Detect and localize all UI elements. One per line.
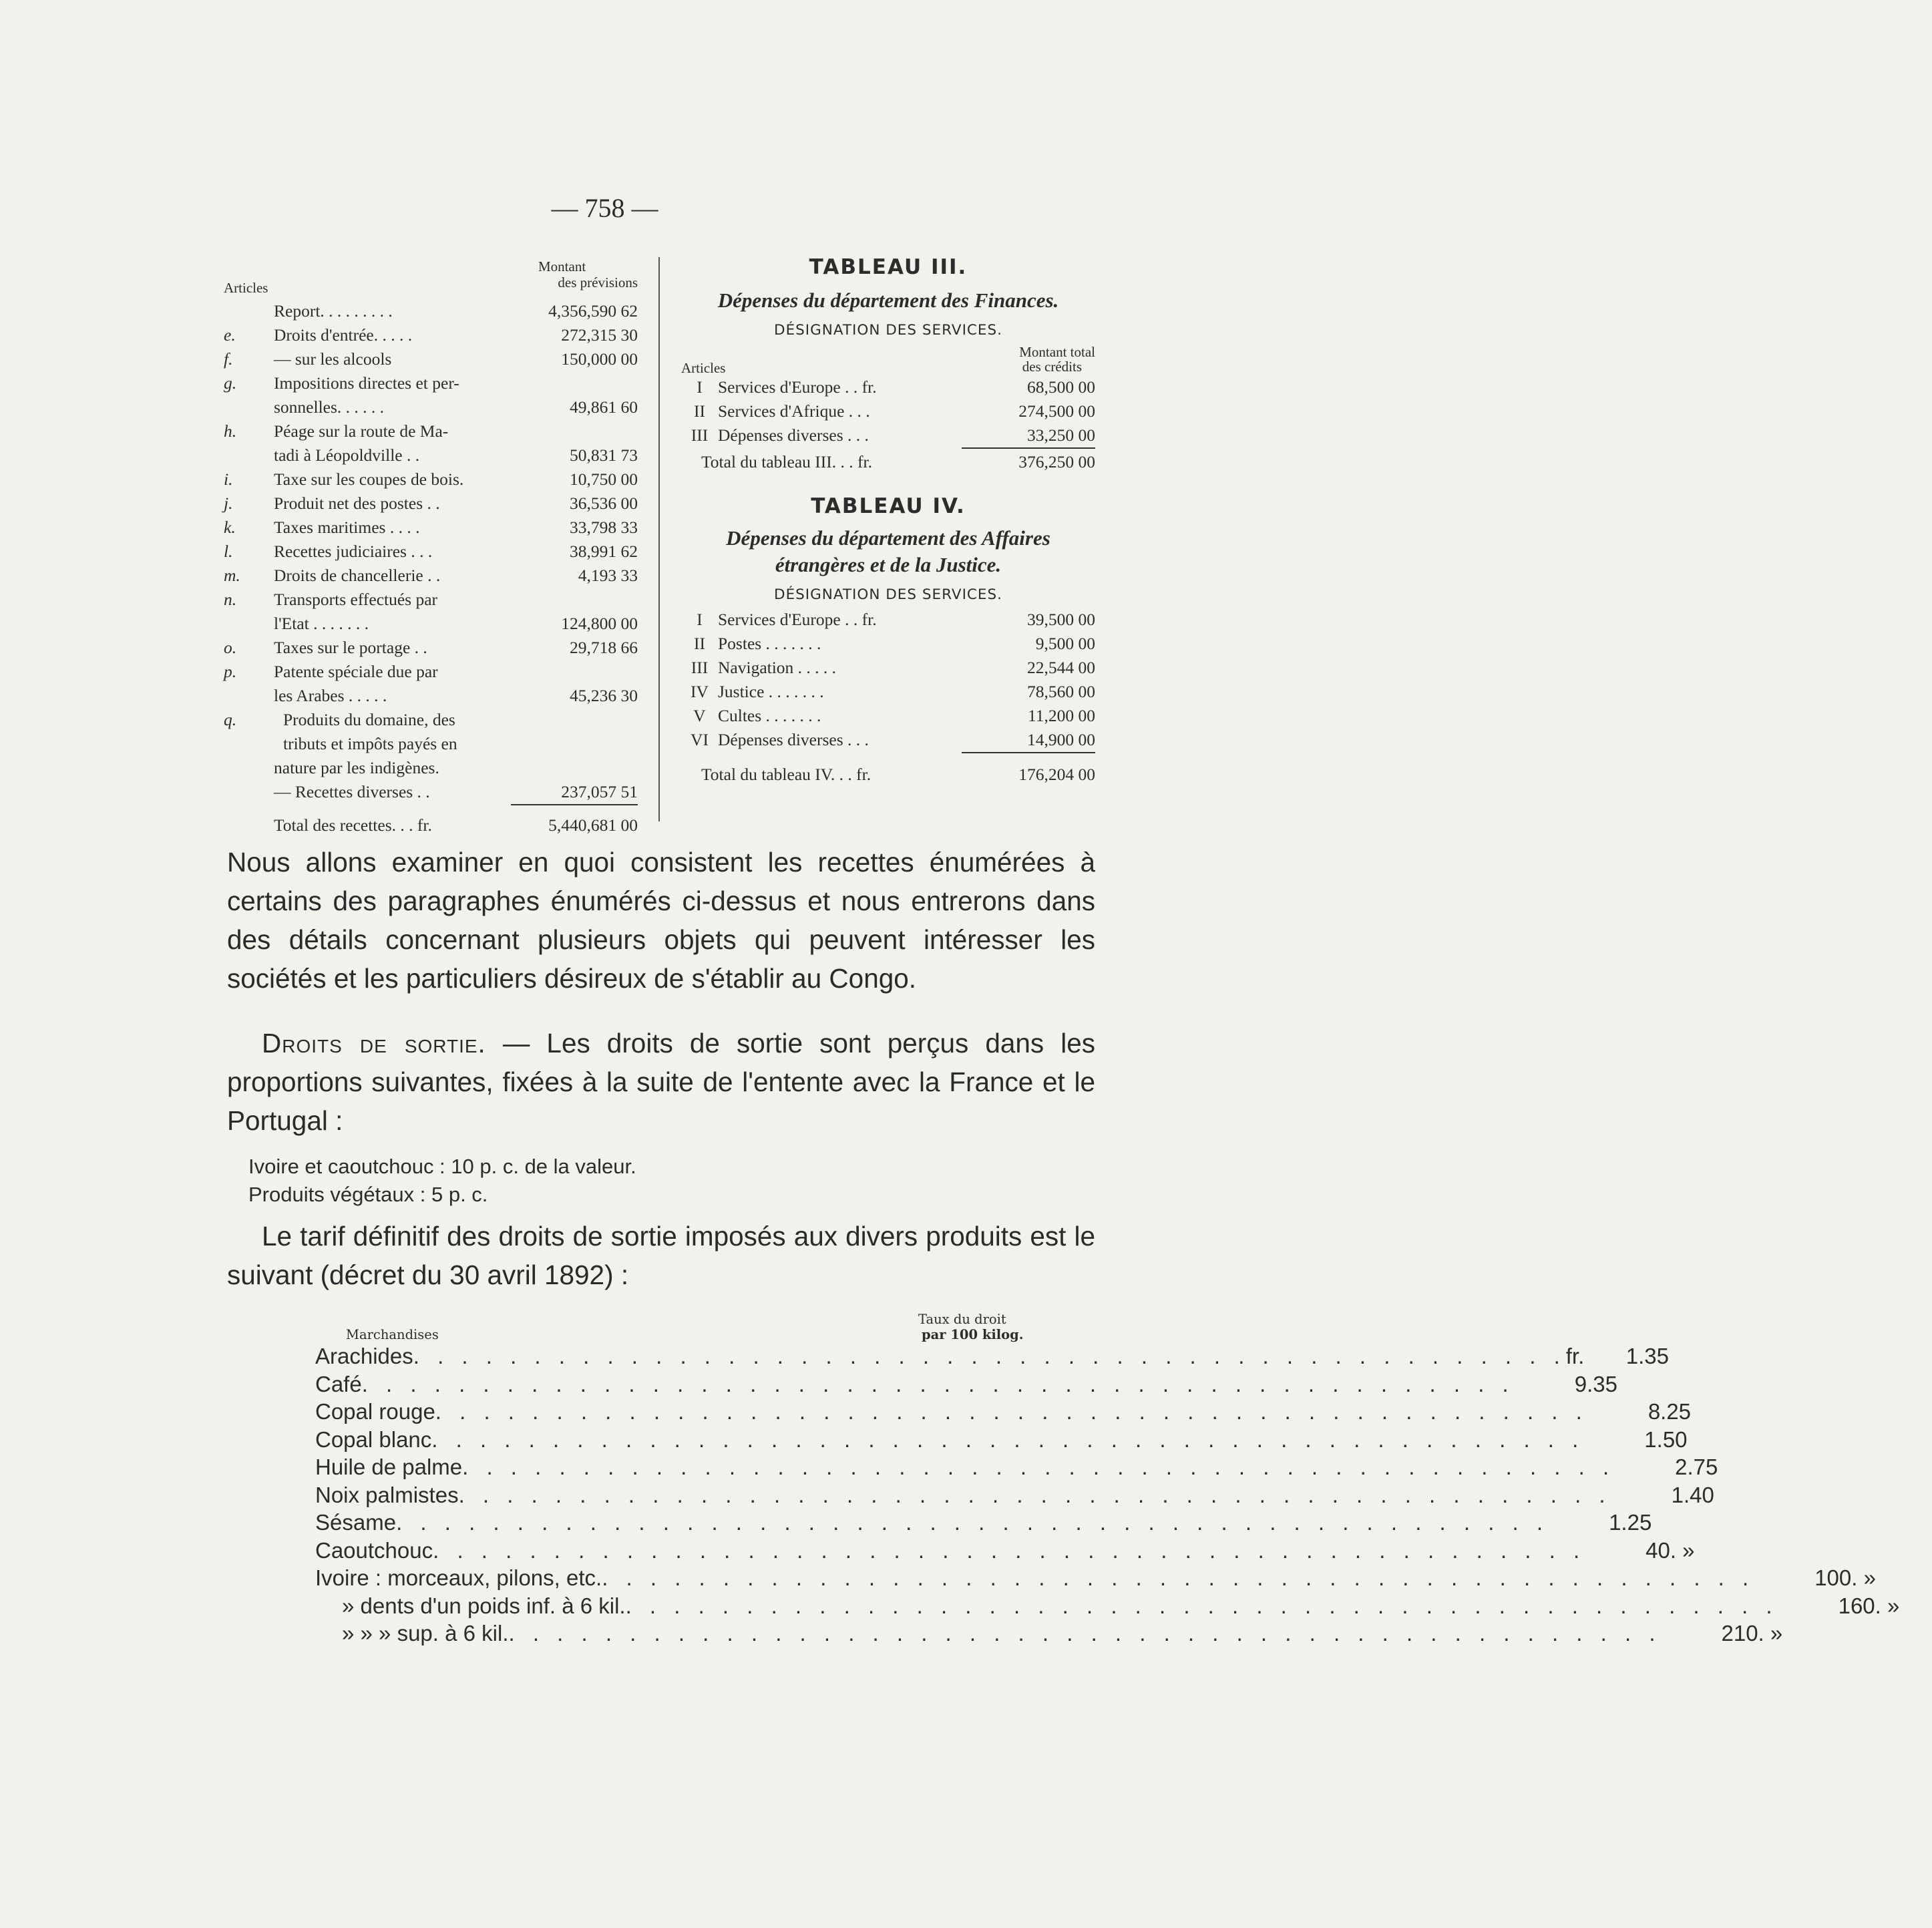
receipts-row-label: nature par les indigènes. bbox=[274, 758, 439, 777]
tableau4-row-number: V bbox=[693, 706, 706, 725]
tableau3-row-label: Services d'Afrique . . . bbox=[718, 401, 870, 421]
receipts-total-row bbox=[224, 813, 638, 837]
receipts-row-amount: 237,057 51 bbox=[511, 780, 638, 805]
tariff-row bbox=[315, 1619, 1783, 1648]
receipts-row-amount: 50,831 73 bbox=[570, 445, 638, 465]
receipts-row bbox=[224, 492, 638, 516]
receipts-rows bbox=[224, 299, 638, 805]
receipts-row-amount: 33,798 33 bbox=[570, 518, 638, 537]
page-number: — 758 — bbox=[551, 193, 658, 223]
receipts-row-label: Impositions directes et per- bbox=[274, 373, 459, 393]
tableau3-total-amount: 376,250 00 bbox=[1018, 452, 1095, 471]
receipts-row-mark: i. bbox=[224, 469, 233, 489]
tableau3-header-credits: des crédits bbox=[1022, 359, 1082, 375]
tableau4-designation: DÉSIGNATION DES SERVICES. bbox=[774, 586, 1002, 603]
tableau3-title: TABLEAU III. bbox=[809, 255, 968, 279]
receipts-row-mark: f. bbox=[224, 349, 233, 369]
tableau3-row-number: I bbox=[697, 377, 703, 397]
tariff-product: Arachides bbox=[315, 1344, 413, 1368]
paragraph-1: Nous allons examiner en quoi consistent les recettes énumérées à certains des paragraphes énumérés ci-dessus et nous entrerons dans des détails concernant plusieurs objets qui peuvent intéresser les sociétés et les particuliers désireux de s'établir au Congo. bbox=[227, 847, 1095, 994]
tariff-row bbox=[315, 1453, 1718, 1481]
tableau3-row-label: Dépenses diverses . . . bbox=[718, 425, 869, 445]
receipts-row-amount: 29,718 66 bbox=[570, 638, 638, 657]
receipts-row-amount: 150,000 00 bbox=[561, 349, 638, 369]
tariff-rate: 100. » bbox=[1814, 1565, 1876, 1590]
tariff-rate: 210. » bbox=[1721, 1621, 1783, 1646]
tableau4-row-number: VI bbox=[691, 730, 709, 749]
tableau4-row-amount: 22,544 00 bbox=[1027, 658, 1095, 677]
receipts-row-mark: h. bbox=[224, 421, 237, 441]
receipts-row-label: Droits de chancellerie . . bbox=[274, 566, 441, 585]
tableau4-row-label: Navigation . . . . . bbox=[718, 658, 837, 677]
tableau4-row bbox=[681, 704, 1095, 728]
tableau3-row-amount: 33,250 00 bbox=[962, 423, 1095, 449]
receipts-row bbox=[224, 636, 638, 660]
tariff-product: Copal blanc bbox=[315, 1426, 432, 1452]
receipts-row-amount: 124,800 00 bbox=[561, 614, 638, 633]
receipts-row-mark: p. bbox=[224, 662, 237, 681]
paragraph-2: — Les droits de sortie sont perçus dans les proportions suivantes, fixées à la suite de l'entente avec la France et le Portugal : bbox=[227, 1028, 1095, 1136]
tableau4-rows bbox=[681, 608, 1095, 753]
section-heading-droits-de-sortie: Droits de sortie. bbox=[262, 1028, 486, 1058]
receipts-total-amount: 5,440,681 00 bbox=[548, 815, 638, 835]
tariff-row bbox=[315, 1370, 1617, 1398]
expenses-column bbox=[681, 254, 1095, 787]
receipts-row bbox=[224, 516, 638, 540]
receipts-row-label: l'Etat . . . . . . . bbox=[274, 614, 369, 633]
receipts-row bbox=[224, 467, 638, 492]
receipts-row-label: Produits du domaine, des bbox=[283, 710, 455, 729]
tableau4-row bbox=[681, 632, 1095, 656]
receipts-row bbox=[224, 588, 638, 612]
tableau3-total-row bbox=[681, 450, 1095, 474]
tableau3-header bbox=[681, 342, 1095, 375]
receipts-row-amount: 4,193 33 bbox=[578, 566, 638, 585]
receipts-row-mark: l. bbox=[224, 542, 233, 561]
tariff-product: Sésame bbox=[315, 1510, 397, 1535]
tableau4-row-label: Postes . . . . . . . bbox=[718, 634, 821, 653]
receipts-row bbox=[224, 780, 638, 805]
tableau4-row-number: IV bbox=[691, 682, 709, 701]
tariff-leader-dots: . . . . . . . . . . . . . . . . . . . . . . . . . . . . . . . . . . . . . . . . . . . . . . . . bbox=[433, 1537, 1586, 1563]
receipts-row bbox=[224, 732, 638, 756]
tableau3-row-amount: 68,500 00 bbox=[1027, 377, 1095, 397]
tariff-product: » dents d'un poids inf. à 6 kil. bbox=[342, 1593, 626, 1618]
receipts-row-label: — Recettes diverses . . bbox=[274, 782, 430, 801]
receipts-total-label: Total des recettes. . . fr. bbox=[274, 815, 432, 835]
receipts-row-amount: 36,536 00 bbox=[570, 494, 638, 513]
line-produits: Produits végétaux : 5 p. c. bbox=[248, 1183, 488, 1206]
tableau4-row bbox=[681, 656, 1095, 680]
receipts-row bbox=[224, 684, 638, 708]
tableau3-row bbox=[681, 399, 1095, 423]
tariff-row bbox=[315, 1481, 1714, 1509]
receipts-row bbox=[224, 395, 638, 419]
tariff-row bbox=[315, 1564, 1876, 1592]
tariff-leader-dots: . . . . . . . . . . . . . . . . . . . . . . . . . . . . . . . . . . . . . . . . . . . . . . . . bbox=[458, 1482, 1611, 1507]
receipts-table bbox=[224, 259, 638, 837]
receipts-row-label: Patente spéciale due par bbox=[274, 662, 438, 681]
receipts-row-label: Transports effectués par bbox=[274, 590, 438, 609]
tariff-table bbox=[315, 1342, 1900, 1648]
receipts-row-label: Droits d'entrée. . . . . bbox=[274, 325, 413, 345]
receipts-row bbox=[224, 756, 638, 780]
tableau4-subtitle-line2: étrangères et de la Justice. bbox=[775, 553, 1002, 576]
tariff-product: Huile de palme bbox=[315, 1455, 463, 1479]
tableau4-total-label: Total du tableau IV. . . fr. bbox=[701, 765, 872, 784]
receipts-row-label: les Arabes . . . . . bbox=[274, 686, 387, 705]
tableau4-row-amount: 78,560 00 bbox=[1027, 682, 1095, 701]
tableau3-total-label: Total du tableau III. . . fr. bbox=[701, 452, 872, 471]
receipts-row-amount: 272,315 30 bbox=[561, 325, 638, 345]
receipts-row-mark: m. bbox=[224, 566, 240, 585]
tableau3-row-amount: 274,500 00 bbox=[1018, 401, 1095, 421]
tableau4-row-amount: 39,500 00 bbox=[1027, 610, 1095, 629]
tableau3-row-number: II bbox=[694, 401, 705, 421]
tableau4-row bbox=[681, 728, 1095, 753]
tariff-leader-dots: . . . . . . . . . . . . . . . . . . . . . . . . . . . . . . . . . . . . . . . . . . . . . . . . bbox=[462, 1455, 1615, 1479]
tableau3-rows bbox=[681, 375, 1095, 449]
receipts-row bbox=[224, 540, 638, 564]
tariff-leader-dots: . . . . . . . . . . . . . . . . . . . . . . . . . . . . . . . . . . . . . . . . . . . . . . . . bbox=[435, 1399, 1588, 1424]
tariff-leader-dots: . . . . . . . . . . . . . . . . . . . . . . . . . . . . . . . . . . . . . . . . . . . . . . . . bbox=[602, 1565, 1755, 1590]
tableau4-total-row bbox=[681, 763, 1095, 787]
tableau4-row bbox=[681, 608, 1095, 632]
tableau3-header-montant: Montant total bbox=[1019, 344, 1095, 360]
tariff-product: Noix palmistes bbox=[315, 1482, 459, 1507]
receipts-row-mark: o. bbox=[224, 638, 237, 657]
tableau3-row bbox=[681, 423, 1095, 449]
receipts-row-label: Taxes sur le portage . . bbox=[274, 638, 427, 657]
tariff-leader-dots: . . . . . . . . . . . . . . . . . . . . . . . . . . . . . . . . . . . . . . . . . . . . . . . . bbox=[361, 1371, 1515, 1396]
column-divider bbox=[658, 257, 660, 821]
receipts-row bbox=[224, 299, 638, 323]
tableau4-row-number: III bbox=[691, 658, 709, 677]
receipts-row bbox=[224, 612, 638, 636]
tableau3-header-articles: Articles bbox=[681, 360, 726, 376]
receipts-row-label: tributs et impôts payés en bbox=[283, 734, 457, 753]
receipts-row-label: Report. . . . . . . . . bbox=[274, 301, 393, 321]
tableau4-total-amount: 176,204 00 bbox=[1018, 765, 1095, 784]
tariff-rate: 1.35 bbox=[1625, 1344, 1669, 1368]
tariff-rate: 9.35 bbox=[1574, 1371, 1617, 1396]
tableau3-row bbox=[681, 375, 1095, 399]
receipts-row-label: Taxe sur les coupes de bois. bbox=[274, 469, 464, 489]
paragraph-tarif bbox=[227, 1217, 1095, 1294]
receipts-row bbox=[224, 564, 638, 588]
tableau4-row-label: Cultes . . . . . . . bbox=[718, 706, 821, 725]
tableau4-row-number: I bbox=[697, 610, 703, 629]
tariff-row bbox=[315, 1398, 1692, 1426]
tariff-leader-dots: . . . . . . . . . . . . . . . . . . . . . . . . . . . . . . . . . . . . . . . . . . . . . . . . bbox=[431, 1426, 1585, 1452]
tableau4-row-amount: 14,900 00 bbox=[962, 728, 1095, 753]
tableau4-row-number: II bbox=[694, 634, 705, 653]
tariff-row bbox=[315, 1537, 1695, 1565]
receipts-row bbox=[224, 347, 638, 371]
tableau3-row-label: Services d'Europe . . fr. bbox=[718, 377, 877, 397]
receipts-row-mark: e. bbox=[224, 325, 236, 345]
tableau4-row-label: Dépenses diverses . . . bbox=[718, 730, 869, 749]
receipts-row bbox=[224, 708, 638, 732]
receipts-row bbox=[224, 323, 638, 347]
receipts-row bbox=[224, 443, 638, 467]
tariff-rate: 1.50 bbox=[1644, 1426, 1688, 1452]
tariff-row bbox=[315, 1342, 1669, 1370]
receipts-row-mark: j. bbox=[224, 494, 233, 513]
tariff-leader-dots: . . . . . . . . . . . . . . . . . . . . . . . . . . . . . . . . . . . . . . . . . . . . . . . . bbox=[625, 1593, 1778, 1618]
header-articles: Articles bbox=[224, 280, 268, 296]
header-previsions: des prévisions bbox=[558, 274, 638, 291]
tariff-header-par: par 100 kilog. bbox=[922, 1327, 1024, 1342]
tableau4-row-amount: 9,500 00 bbox=[1035, 634, 1095, 653]
receipts-row-label: Produit net des postes . . bbox=[274, 494, 440, 513]
tableau3-subtitle: Dépenses du département des Finances. bbox=[717, 288, 1059, 312]
tariff-rate: 2.75 bbox=[1675, 1455, 1718, 1479]
receipts-row-amount: 10,750 00 bbox=[570, 469, 638, 489]
tariff-leader-dots: . . . . . . . . . . . . . . . . . . . . . . . . . . . . . . . . . . . . . . . . . . . . . . . . bbox=[508, 1621, 1662, 1646]
receipts-row-label: Recettes judiciaires . . . bbox=[274, 542, 433, 561]
tableau3-designation: DÉSIGNATION DES SERVICES. bbox=[774, 322, 1002, 339]
receipts-row-label: — sur les alcools bbox=[274, 349, 392, 369]
receipts-row bbox=[224, 660, 638, 684]
tariff-product: Caoutchouc bbox=[315, 1537, 433, 1563]
tariff-header-taux: Taux du droit bbox=[918, 1312, 1006, 1327]
receipts-row bbox=[224, 371, 638, 395]
receipts-row-mark: g. bbox=[224, 373, 237, 393]
line-ivoire: Ivoire et caoutchouc : 10 p. c. de la valeur. bbox=[248, 1155, 636, 1178]
receipts-row-mark: q. bbox=[224, 710, 237, 729]
tableau3-row-number: III bbox=[691, 425, 709, 445]
tariff-rate: 160. » bbox=[1838, 1593, 1900, 1618]
header-montant: Montant bbox=[538, 258, 586, 274]
receipts-row-label: Taxes maritimes . . . . bbox=[274, 518, 420, 537]
tableau4-row bbox=[681, 680, 1095, 704]
receipts-row-label: sonnelles. . . . . . bbox=[274, 397, 385, 417]
receipts-row-mark: k. bbox=[224, 518, 236, 537]
receipts-row-label: Péage sur la route de Ma- bbox=[274, 421, 449, 441]
tariff-rate: 40. » bbox=[1646, 1537, 1695, 1563]
tariff-leader-dots: . . . . . . . . . . . . . . . . . . . . . . . . . . . . . . . . . . . . . . . . . . . . . . . . bbox=[396, 1510, 1549, 1535]
tableau4-row-label: Services d'Europe . . fr. bbox=[718, 610, 877, 629]
receipts-row-mark: n. bbox=[224, 590, 237, 609]
receipts-row bbox=[224, 419, 638, 443]
tariff-rate: 8.25 bbox=[1648, 1399, 1692, 1424]
tableau4-title: TABLEAU IV. bbox=[811, 494, 966, 518]
tariff-rate: 1.25 bbox=[1609, 1510, 1652, 1535]
paragraph-3: Le tarif définitif des droits de sortie imposés aux divers produits est le suivant (décret du 30 avril 1892) : bbox=[227, 1221, 1095, 1290]
tariff-header-marchandises: Marchandises bbox=[346, 1327, 439, 1342]
paragraph-droits-sortie bbox=[227, 1024, 1095, 1140]
tariff-rate: 1.40 bbox=[1671, 1482, 1714, 1507]
paragraph-recettes bbox=[227, 843, 1095, 998]
tariff-product: Café bbox=[315, 1371, 362, 1396]
tariff-row bbox=[315, 1426, 1688, 1454]
tableau4-subtitle-line1: Dépenses du département des Affaires bbox=[726, 526, 1050, 550]
tariff-product: Ivoire : morceaux, pilons, etc. bbox=[315, 1565, 602, 1590]
tariff-currency: fr. bbox=[1565, 1344, 1585, 1368]
receipts-header bbox=[224, 259, 638, 299]
tariff-row bbox=[315, 1592, 1900, 1620]
tariff-product: Copal rouge bbox=[315, 1399, 435, 1424]
tableau4-row-label: Justice . . . . . . . bbox=[718, 682, 824, 701]
tableau4-row-amount: 11,200 00 bbox=[1027, 706, 1095, 725]
receipts-row-label: tadi à Léopoldville . . bbox=[274, 445, 420, 465]
receipts-row-amount: 45,236 30 bbox=[570, 686, 638, 705]
receipts-row-amount: 49,861 60 bbox=[570, 397, 638, 417]
tariff-row bbox=[315, 1509, 1652, 1537]
tariff-product: » » » sup. à 6 kil. bbox=[342, 1621, 509, 1646]
receipts-row-amount: 38,991 62 bbox=[570, 542, 638, 561]
tariff-leader-dots: . . . . . . . . . . . . . . . . . . . . . . . . . . . . . . . . . . . . . . . . . . . . . . . . bbox=[413, 1344, 1566, 1368]
receipts-row-amount: 4,356,590 62 bbox=[548, 301, 638, 321]
